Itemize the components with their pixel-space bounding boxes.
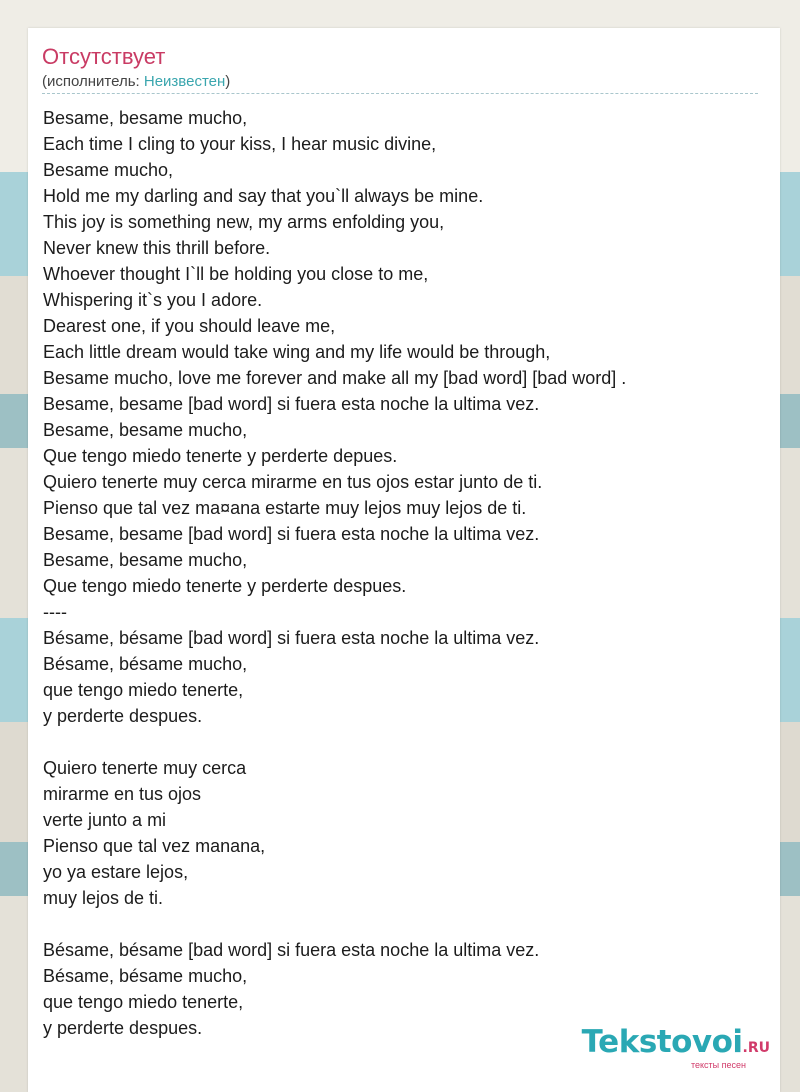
logo-wordmark — [582, 1026, 770, 1064]
lyric-line: Que tengo miedo tenerte y perderte depues. — [43, 446, 398, 466]
lyric-line: yo ya estare lejos, — [43, 862, 189, 882]
lyric-line: que tengo miedo tenerte, — [43, 992, 244, 1012]
lyric-line: Besame mucho, — [43, 160, 174, 180]
lyric-line: Besame, besame mucho, — [43, 420, 248, 440]
header-divider — [42, 93, 758, 94]
lyric-line: Besame, besame mucho, — [43, 550, 248, 570]
lyric-line: Never knew this thrill before. — [43, 238, 271, 258]
lyric-line: Bésame, bésame [bad word] si fuera esta noche la ultima vez. — [43, 628, 540, 648]
logo-tld: .RU — [742, 1040, 770, 1056]
lyric-line: Pienso que tal vez manana, — [43, 836, 266, 856]
lyric-line: Whoever thought I`ll be holding you close to me, — [43, 264, 429, 284]
lyrics-text — [43, 105, 763, 1041]
artist-link[interactable]: Неизвестен — [143, 73, 226, 90]
lyric-line: Besame, besame mucho, — [43, 108, 248, 128]
logo-name: Tekstovoi — [581, 1024, 743, 1060]
lyric-line: Each time I cling to your kiss, I hear music divine, — [43, 134, 437, 154]
lyric-line: que tengo miedo tenerte, — [43, 680, 244, 700]
lyric-line: Dearest one, if you should leave me, — [43, 316, 336, 336]
artist-prefix: (исполнитель: — [42, 73, 144, 90]
lyric-line: verte junto a mi — [43, 810, 167, 830]
lyric-line: Whispering it`s you I adore. — [43, 290, 263, 310]
lyric-line: Besame, besame [bad word] si fuera esta noche la ultima vez. — [43, 524, 540, 544]
lyric-line: Quiero tenerte muy cerca — [43, 758, 247, 778]
lyric-line: muy lejos de ti. — [43, 888, 164, 908]
lyric-line: Pienso que tal vez ma¤ana estarte muy lejos muy lejos de ti. — [43, 498, 527, 518]
lyric-line: Besame mucho, love me forever and make all my [bad word] [bad word] . — [43, 368, 627, 388]
lyric-line: Each little dream would take wing and my life would be through, — [43, 342, 551, 362]
lyric-line: y perderte despues. — [43, 706, 203, 726]
lyric-line: Bésame, bésame mucho, — [43, 654, 248, 674]
lyric-line: Besame, besame [bad word] si fuera esta noche la ultima vez. — [43, 394, 540, 414]
lyric-line: Bésame, bésame mucho, — [43, 966, 248, 986]
song-title: Отсутствует — [42, 44, 166, 69]
lyric-line: Bésame, bésame [bad word] si fuera esta noche la ultima vez. — [43, 940, 540, 960]
lyric-line — [43, 911, 763, 937]
lyric-line — [43, 729, 763, 755]
lyric-line: y perderte despues. — [43, 1018, 203, 1038]
lyric-line: Hold me my darling and say that you`ll always be mine. — [43, 186, 484, 206]
logo-tagline: тексты песен — [690, 1060, 746, 1070]
artist-suffix: ) — [225, 73, 231, 90]
lyric-line: mirarme en tus ojos — [43, 784, 202, 804]
artist-line — [42, 72, 230, 92]
lyric-line: ---- — [43, 602, 67, 622]
lyric-line: Que tengo miedo tenerte y perderte despues. — [43, 576, 407, 596]
site-logo[interactable] — [582, 1026, 770, 1070]
lyric-line: This joy is something new, my arms enfolding you, — [43, 212, 445, 232]
lyric-line: Quiero tenerte muy cerca mirarme en tus ojos estar junto de ti. — [43, 472, 543, 492]
